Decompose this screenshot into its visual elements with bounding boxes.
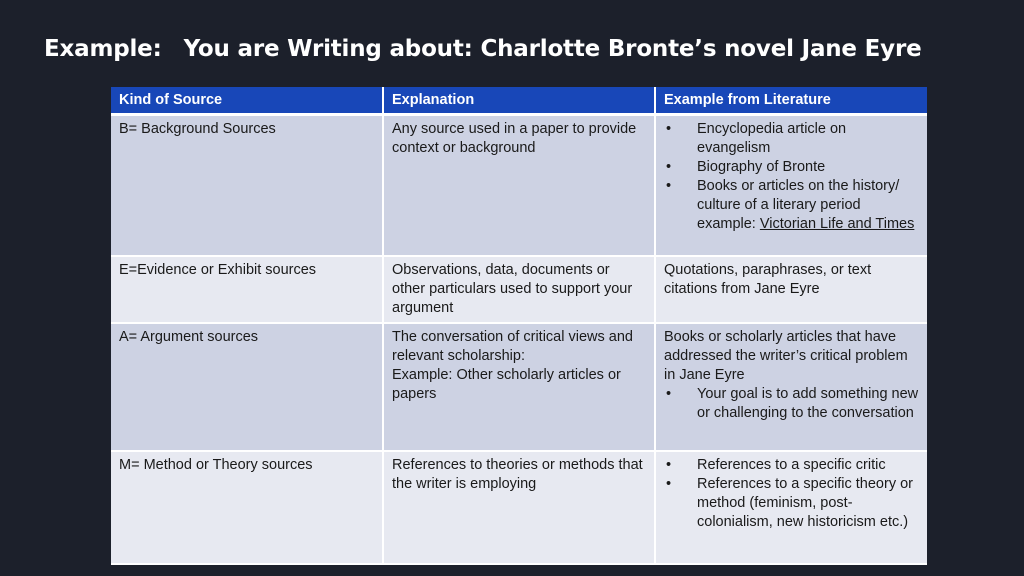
table-row-argument <box>111 323 927 451</box>
cell-example <box>655 451 927 564</box>
example-text: Books or scholarly articles that have addressed the writer’s critical problem in Jane Eyre <box>664 329 908 383</box>
bullet-item <box>664 177 919 234</box>
cell-kind: A= Argument sources <box>111 323 383 451</box>
cell-example: Quotations, paraphrases, or text citations from Jane Eyre <box>655 256 927 323</box>
example-bullet-list <box>664 385 919 423</box>
cell-kind: E=Evidence or Exhibit sources <box>111 256 383 323</box>
cell-explanation <box>383 323 655 451</box>
bullet-item: • Encyclopedia article on evangelism <box>664 120 919 158</box>
source-types-table <box>111 87 927 565</box>
example-bullet-list <box>664 120 919 234</box>
underlined-title: Victorian Life and Times <box>759 216 915 232</box>
bullet-item: • Your goal is to add something new or challenging to the conversation <box>664 385 919 423</box>
slide-title <box>44 36 1004 62</box>
title-prefix: Example: <box>44 36 162 62</box>
cell-kind: B= Background Sources <box>111 115 383 257</box>
bullet-item: • References to a specific critic <box>664 456 919 475</box>
table-header-row <box>111 87 927 115</box>
cell-example <box>655 115 927 257</box>
table-row-evidence <box>111 256 927 323</box>
cell-explanation: References to theories or methods that the writer is employing <box>383 451 655 564</box>
cell-explanation: Any source used in a paper to provide context or background <box>383 115 655 257</box>
cell-explanation: Observations, data, documents or other particulars used to support your argument <box>383 256 655 323</box>
bullet-text: Books or articles on the history/ culture of a literary period example: <box>697 178 900 232</box>
table-row-method <box>111 451 927 564</box>
header-example-from-literature: Example from Literature <box>655 87 927 115</box>
title-main: You are Writing about: Charlotte Bronte’s novel Jane Eyre <box>183 36 922 62</box>
bullet-item: • References to a specific theory or method (feminism, post-colonialism, new historicism etc.) <box>664 475 919 532</box>
header-explanation: Explanation <box>383 87 655 115</box>
table-row-background <box>111 115 927 257</box>
example-bullet-list <box>664 456 919 532</box>
cell-kind: M= Method or Theory sources <box>111 451 383 564</box>
explanation-line: The conversation of critical views and relevant scholarship: <box>392 329 633 364</box>
header-kind-of-source: Kind of Source <box>111 87 383 115</box>
explanation-line: Example: Other scholarly articles or papers <box>392 367 621 402</box>
bullet-item: • Biography of Bronte <box>664 158 919 177</box>
cell-example <box>655 323 927 451</box>
